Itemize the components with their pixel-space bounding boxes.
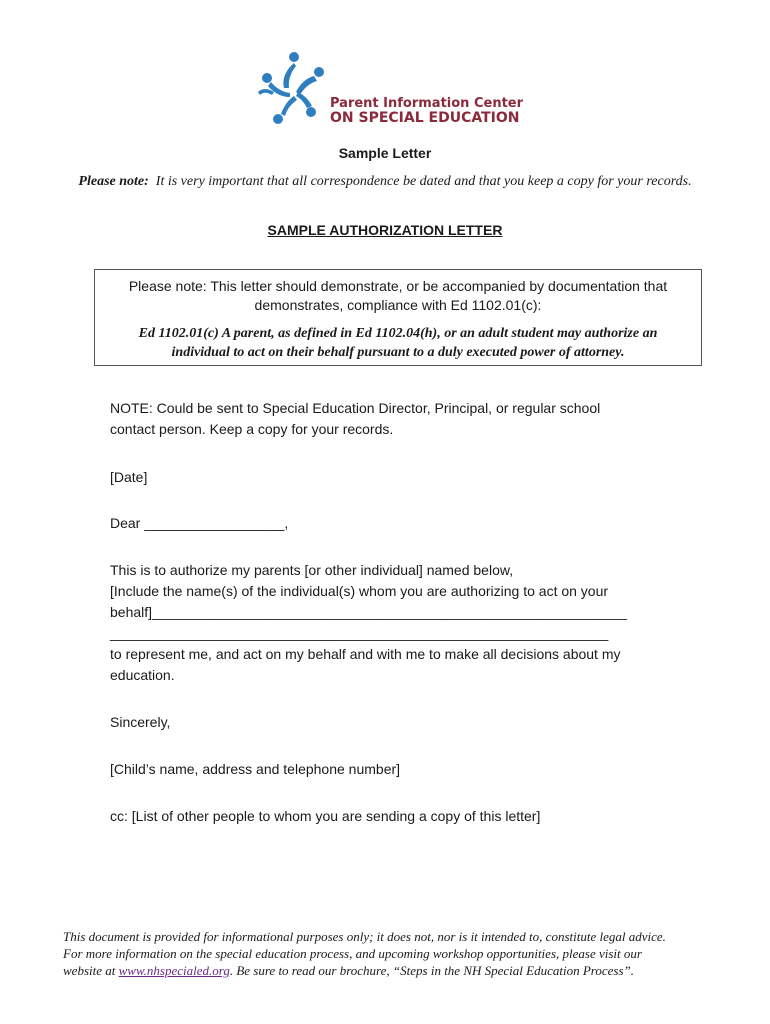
- representation-line-1: to represent me, and act on my behalf and with me to make all decisions about my: [110, 646, 621, 662]
- letter-body: [110, 398, 680, 827]
- rule-line-2: individual to act on their behalf pursuant to a duly executed power of attorney.: [171, 345, 625, 360]
- closing: Sincerely,: [110, 714, 171, 730]
- correspondence-note: [0, 174, 770, 190]
- representation-line-2: education.: [110, 667, 175, 683]
- note-text: It is very important that all correspondence be dated and that you keep a copy for your records.: [155, 174, 692, 189]
- authorization-paragraph: [110, 560, 680, 686]
- salutation: Dear __________________,: [110, 515, 289, 531]
- footer-line-2: For more information on the special education process, and upcoming workshop opportunities, please visit our: [63, 946, 642, 961]
- recipient-note: [110, 398, 680, 440]
- footer-line-1: This document is provided for informational purposes only; it does not, nor is it intended to, constitute legal advice.: [63, 929, 666, 944]
- compliance-note: [101, 277, 695, 315]
- note-label: Please note:: [78, 174, 149, 189]
- organization-logo: [256, 48, 524, 132]
- website-link[interactable]: www.nhspecialed.org: [118, 963, 230, 978]
- logo-text-line-2: ON SPECIAL EDUCATION: [330, 110, 520, 126]
- footer-line-3-prefix: website at: [63, 963, 116, 978]
- authorization-line-3: behalf]_____________________________________________________________: [110, 604, 627, 620]
- signature-placeholder: [Child’s name, address and telephone number]: [110, 761, 401, 777]
- logo-text-line-1: Parent Information Center: [330, 96, 524, 111]
- compliance-line-2: demonstrates, compliance with Ed 1102.01(c):: [254, 297, 542, 313]
- compliance-note-box: [94, 269, 702, 366]
- letter-heading: SAMPLE AUTHORIZATION LETTER: [267, 222, 503, 238]
- page-title: Sample Letter: [338, 145, 432, 161]
- footer-line-3-suffix: . Be sure to read our brochure, “Steps in the NH Special Education Process”.: [229, 963, 634, 978]
- date-placeholder: [Date]: [110, 469, 148, 485]
- recipient-note-line-2: contact person. Keep a copy for your records.: [110, 421, 394, 437]
- authorization-line-1: This is to authorize my parents [or other individual] named below,: [110, 562, 514, 578]
- people-circle-icon: [256, 48, 330, 128]
- footer-disclaimer: [63, 928, 723, 979]
- cc-line: cc: [List of other people to whom you are sending a copy of this letter]: [110, 808, 541, 824]
- recipient-note-line-1: NOTE: Could be sent to Special Education Director, Principal, or regular school: [110, 400, 601, 416]
- authorization-line-4: ________________________________________________________________: [110, 625, 609, 641]
- rule-citation: [103, 324, 693, 362]
- rule-line-1: Ed 1102.01(c) A parent, as defined in Ed 1102.04(h), or an adult student may authorize an: [138, 326, 658, 341]
- authorization-line-2: [Include the name(s) of the individual(s) whom you are authorizing to act on your: [110, 583, 609, 599]
- compliance-line-1: Please note: This letter should demonstrate, or be accompanied by documentation that: [128, 278, 668, 294]
